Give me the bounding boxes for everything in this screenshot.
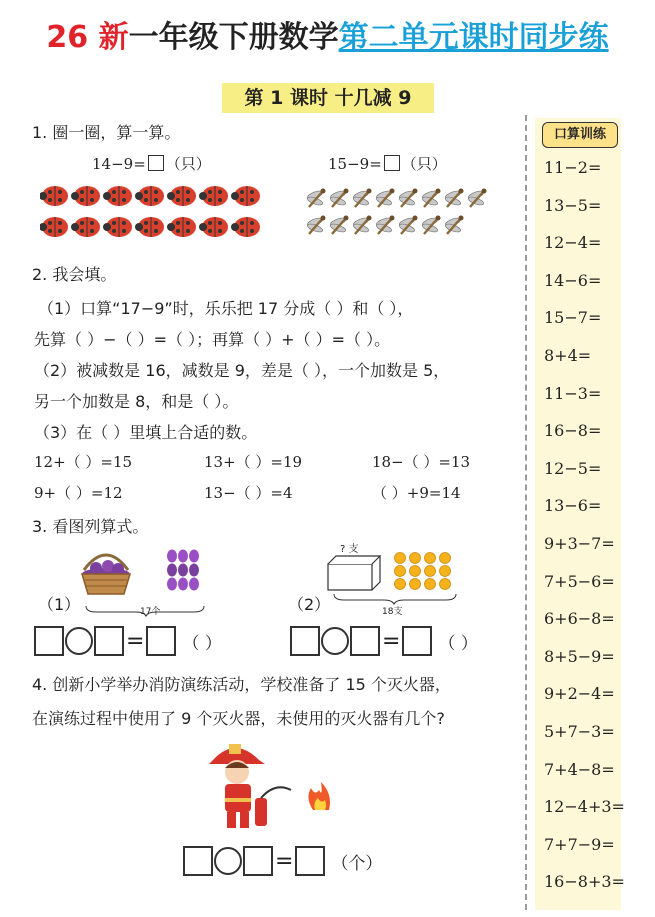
q4-answer-row bbox=[183, 846, 382, 876]
eggplant-icon bbox=[178, 578, 188, 591]
oral-practice-item: 8+4= bbox=[544, 346, 592, 365]
unit-blank: （ ） bbox=[182, 633, 222, 654]
dragonfly-icon bbox=[421, 216, 440, 235]
oral-practice-item: 5+7−3= bbox=[544, 722, 615, 741]
dragonfly-icon bbox=[329, 216, 348, 235]
chick-icon bbox=[395, 553, 406, 564]
dragonfly-icon bbox=[375, 216, 394, 235]
equals-sign: = bbox=[382, 628, 401, 654]
oral-practice-item: 7+7−9= bbox=[544, 834, 615, 854]
dragonfly-icon bbox=[398, 189, 417, 208]
q2-fill-4: 9+（ ）=12 bbox=[34, 484, 123, 502]
q2-fill-2: 13+（ ）=19 bbox=[204, 453, 303, 471]
oral-practice-item: 9+2−4= bbox=[544, 684, 615, 704]
q2-fill-5: 13−（ ）=4 bbox=[204, 484, 293, 502]
operator-circle[interactable] bbox=[65, 627, 93, 655]
q2-heading: 2. 我会填。 bbox=[32, 265, 117, 284]
answer-box[interactable] bbox=[148, 155, 164, 171]
eggplant-icon bbox=[178, 564, 188, 577]
title-grade-tag: 26 新 bbox=[46, 20, 129, 55]
q2-fill-3: 18−（ ）=13 bbox=[372, 453, 471, 471]
answer-box[interactable] bbox=[94, 626, 124, 656]
oral-practice-item: 14−6= bbox=[544, 270, 602, 290]
q3-p2-label: （2） bbox=[288, 595, 331, 614]
chick-icon bbox=[440, 579, 451, 590]
q3-heading: 3. 看图列算式。 bbox=[32, 517, 149, 536]
dragonfly-icon bbox=[398, 216, 417, 235]
chick-icon bbox=[395, 579, 406, 590]
q1-equation-2 bbox=[328, 153, 447, 174]
oral-practice-item: 8+5−9= bbox=[544, 646, 615, 666]
eggplant-icon bbox=[167, 550, 177, 563]
ladybug-icon bbox=[40, 217, 68, 237]
dragonfly-group bbox=[305, 187, 505, 247]
ladybug-icon bbox=[167, 217, 196, 237]
oral-practice-item: 6+6−8= bbox=[544, 609, 615, 629]
chick-icon bbox=[440, 566, 451, 577]
eggplant-icon bbox=[167, 578, 177, 591]
answer-box[interactable] bbox=[34, 626, 64, 656]
dragonfly-icon bbox=[467, 189, 486, 208]
chick-icon bbox=[395, 566, 406, 577]
q3-p2-unknown: ? 支 bbox=[340, 544, 359, 555]
equals-sign: = bbox=[126, 628, 145, 654]
q2-line-4: 另一个加数是 8，和是（ ）。 bbox=[34, 392, 239, 411]
ladybug-group bbox=[40, 182, 280, 244]
ladybug-icon bbox=[135, 217, 164, 237]
q1-eq2-unit: （只） bbox=[401, 155, 447, 173]
answer-box[interactable] bbox=[146, 626, 176, 656]
q2-line-3: （2）被减数是 16，减数是 9，差是（ ），一个加数是 5， bbox=[34, 361, 450, 380]
q3-p1-label: （1） bbox=[38, 595, 81, 614]
q3-p2-total: 18支 bbox=[382, 607, 403, 617]
ladybug-icon bbox=[199, 186, 228, 206]
page-title bbox=[0, 8, 655, 68]
eggplant-icon bbox=[167, 564, 177, 577]
ladybug-icon bbox=[40, 186, 68, 206]
oral-practice-item: 15−7= bbox=[544, 308, 602, 328]
dragonfly-icon bbox=[444, 189, 463, 208]
chick-icon bbox=[410, 553, 421, 564]
q2-fill-6: （ ）+9=14 bbox=[372, 484, 461, 502]
firefighter-illustration bbox=[205, 738, 345, 836]
operator-circle[interactable] bbox=[321, 627, 349, 655]
q1-heading: 1. 圈一圈，算一算。 bbox=[32, 123, 181, 142]
answer-box[interactable] bbox=[350, 626, 380, 656]
dragonfly-icon bbox=[444, 216, 463, 235]
q2-line-1: （1）口算“17−9”时，乐乐把 17 分成（ ）和（ ）， bbox=[38, 299, 414, 318]
oral-practice-item: 16−8+3= bbox=[544, 872, 625, 892]
oral-practice-item: 11−3= bbox=[544, 383, 602, 403]
unit-label: （个） bbox=[331, 853, 383, 874]
q3-answer-row-1 bbox=[34, 626, 222, 656]
dragonfly-icon bbox=[306, 216, 325, 235]
dragonfly-icon bbox=[329, 189, 348, 208]
equals-sign: = bbox=[275, 848, 294, 874]
q3-p1-total: 17个 bbox=[140, 607, 161, 617]
dragonfly-icon bbox=[306, 189, 325, 208]
dragonfly-icon bbox=[352, 216, 371, 235]
oral-practice-item: 13−6= bbox=[544, 496, 602, 516]
oral-practice-item: 11−2= bbox=[544, 158, 602, 177]
answer-box[interactable] bbox=[183, 846, 213, 876]
chick-icon bbox=[410, 579, 421, 590]
q3-answer-row-2 bbox=[290, 626, 478, 656]
oral-practice-item: 16−8= bbox=[544, 421, 602, 441]
q1-eq1-unit: （只） bbox=[165, 155, 211, 173]
oral-practice-item: 9+3−7= bbox=[544, 534, 615, 553]
ladybug-icon bbox=[231, 186, 260, 206]
dragonfly-icon bbox=[375, 189, 394, 208]
chick-icon bbox=[440, 553, 451, 564]
oral-practice-item: 12−4= bbox=[544, 233, 602, 253]
q2-line-5: （3）在（ ）里填上合适的数。 bbox=[34, 423, 258, 442]
eggplant-icon bbox=[189, 550, 199, 563]
ladybug-icon bbox=[231, 217, 260, 237]
q4-heading-line-2: 在演练过程中使用了 9 个灭火器，未使用的灭火器有几个? bbox=[32, 709, 445, 728]
q1-equation-1 bbox=[92, 153, 211, 174]
answer-box[interactable] bbox=[402, 626, 432, 656]
q1-eq2-expression: 15−9= bbox=[328, 155, 382, 173]
ladybug-icon bbox=[135, 186, 164, 206]
q1-eq1-expression: 14−9= bbox=[92, 155, 146, 173]
ladybug-icon bbox=[103, 186, 132, 206]
ladybug-icon bbox=[71, 217, 100, 237]
q2-fill-1: 12+（ ）=15 bbox=[34, 453, 133, 471]
dragonfly-icon bbox=[421, 189, 440, 208]
dragonfly-icon bbox=[352, 189, 371, 208]
chick-icon bbox=[425, 566, 436, 577]
title-course: 一年级下册数学 bbox=[128, 20, 339, 55]
q3-picture-2 bbox=[326, 552, 496, 618]
unit-blank: （ ） bbox=[438, 633, 478, 654]
answer-box[interactable] bbox=[290, 626, 320, 656]
eggplant-icon bbox=[178, 550, 188, 563]
operator-circle[interactable] bbox=[214, 847, 242, 875]
chick-icon bbox=[425, 579, 436, 590]
eggplant-icon bbox=[189, 564, 199, 577]
chick-icon bbox=[410, 566, 421, 577]
chick-icon bbox=[425, 553, 436, 564]
lesson-subtitle: 第 1 课时 十几减 9 bbox=[222, 83, 434, 113]
oral-practice-item: 7+4−8= bbox=[544, 759, 615, 779]
dashed-divider bbox=[525, 115, 527, 910]
answer-box[interactable] bbox=[243, 846, 273, 876]
ladybug-icon bbox=[167, 186, 196, 206]
oral-practice-title: 口算训练 bbox=[542, 122, 618, 148]
oral-practice-item: 12−5= bbox=[544, 458, 602, 478]
ladybug-icon bbox=[199, 217, 228, 237]
q4-heading-line-1: 4. 创新小学举办消防演练活动，学校准备了 15 个灭火器， bbox=[32, 675, 451, 694]
answer-box[interactable] bbox=[295, 846, 325, 876]
ladybug-icon bbox=[103, 217, 132, 237]
oral-practice-item: 12−4+3= bbox=[544, 797, 625, 817]
answer-box[interactable] bbox=[384, 155, 400, 171]
oral-practice-item: 7+5−6= bbox=[544, 571, 615, 591]
oral-practice-item: 13−5= bbox=[544, 195, 602, 215]
title-unit: 第二单元课时同步练 bbox=[338, 20, 609, 55]
q2-line-2: 先算（ ）−（ ）=（ ）；再算（ ）+（ ）=（ ）。 bbox=[34, 330, 391, 349]
eggplant-icon bbox=[189, 578, 199, 591]
ladybug-icon bbox=[71, 186, 100, 206]
